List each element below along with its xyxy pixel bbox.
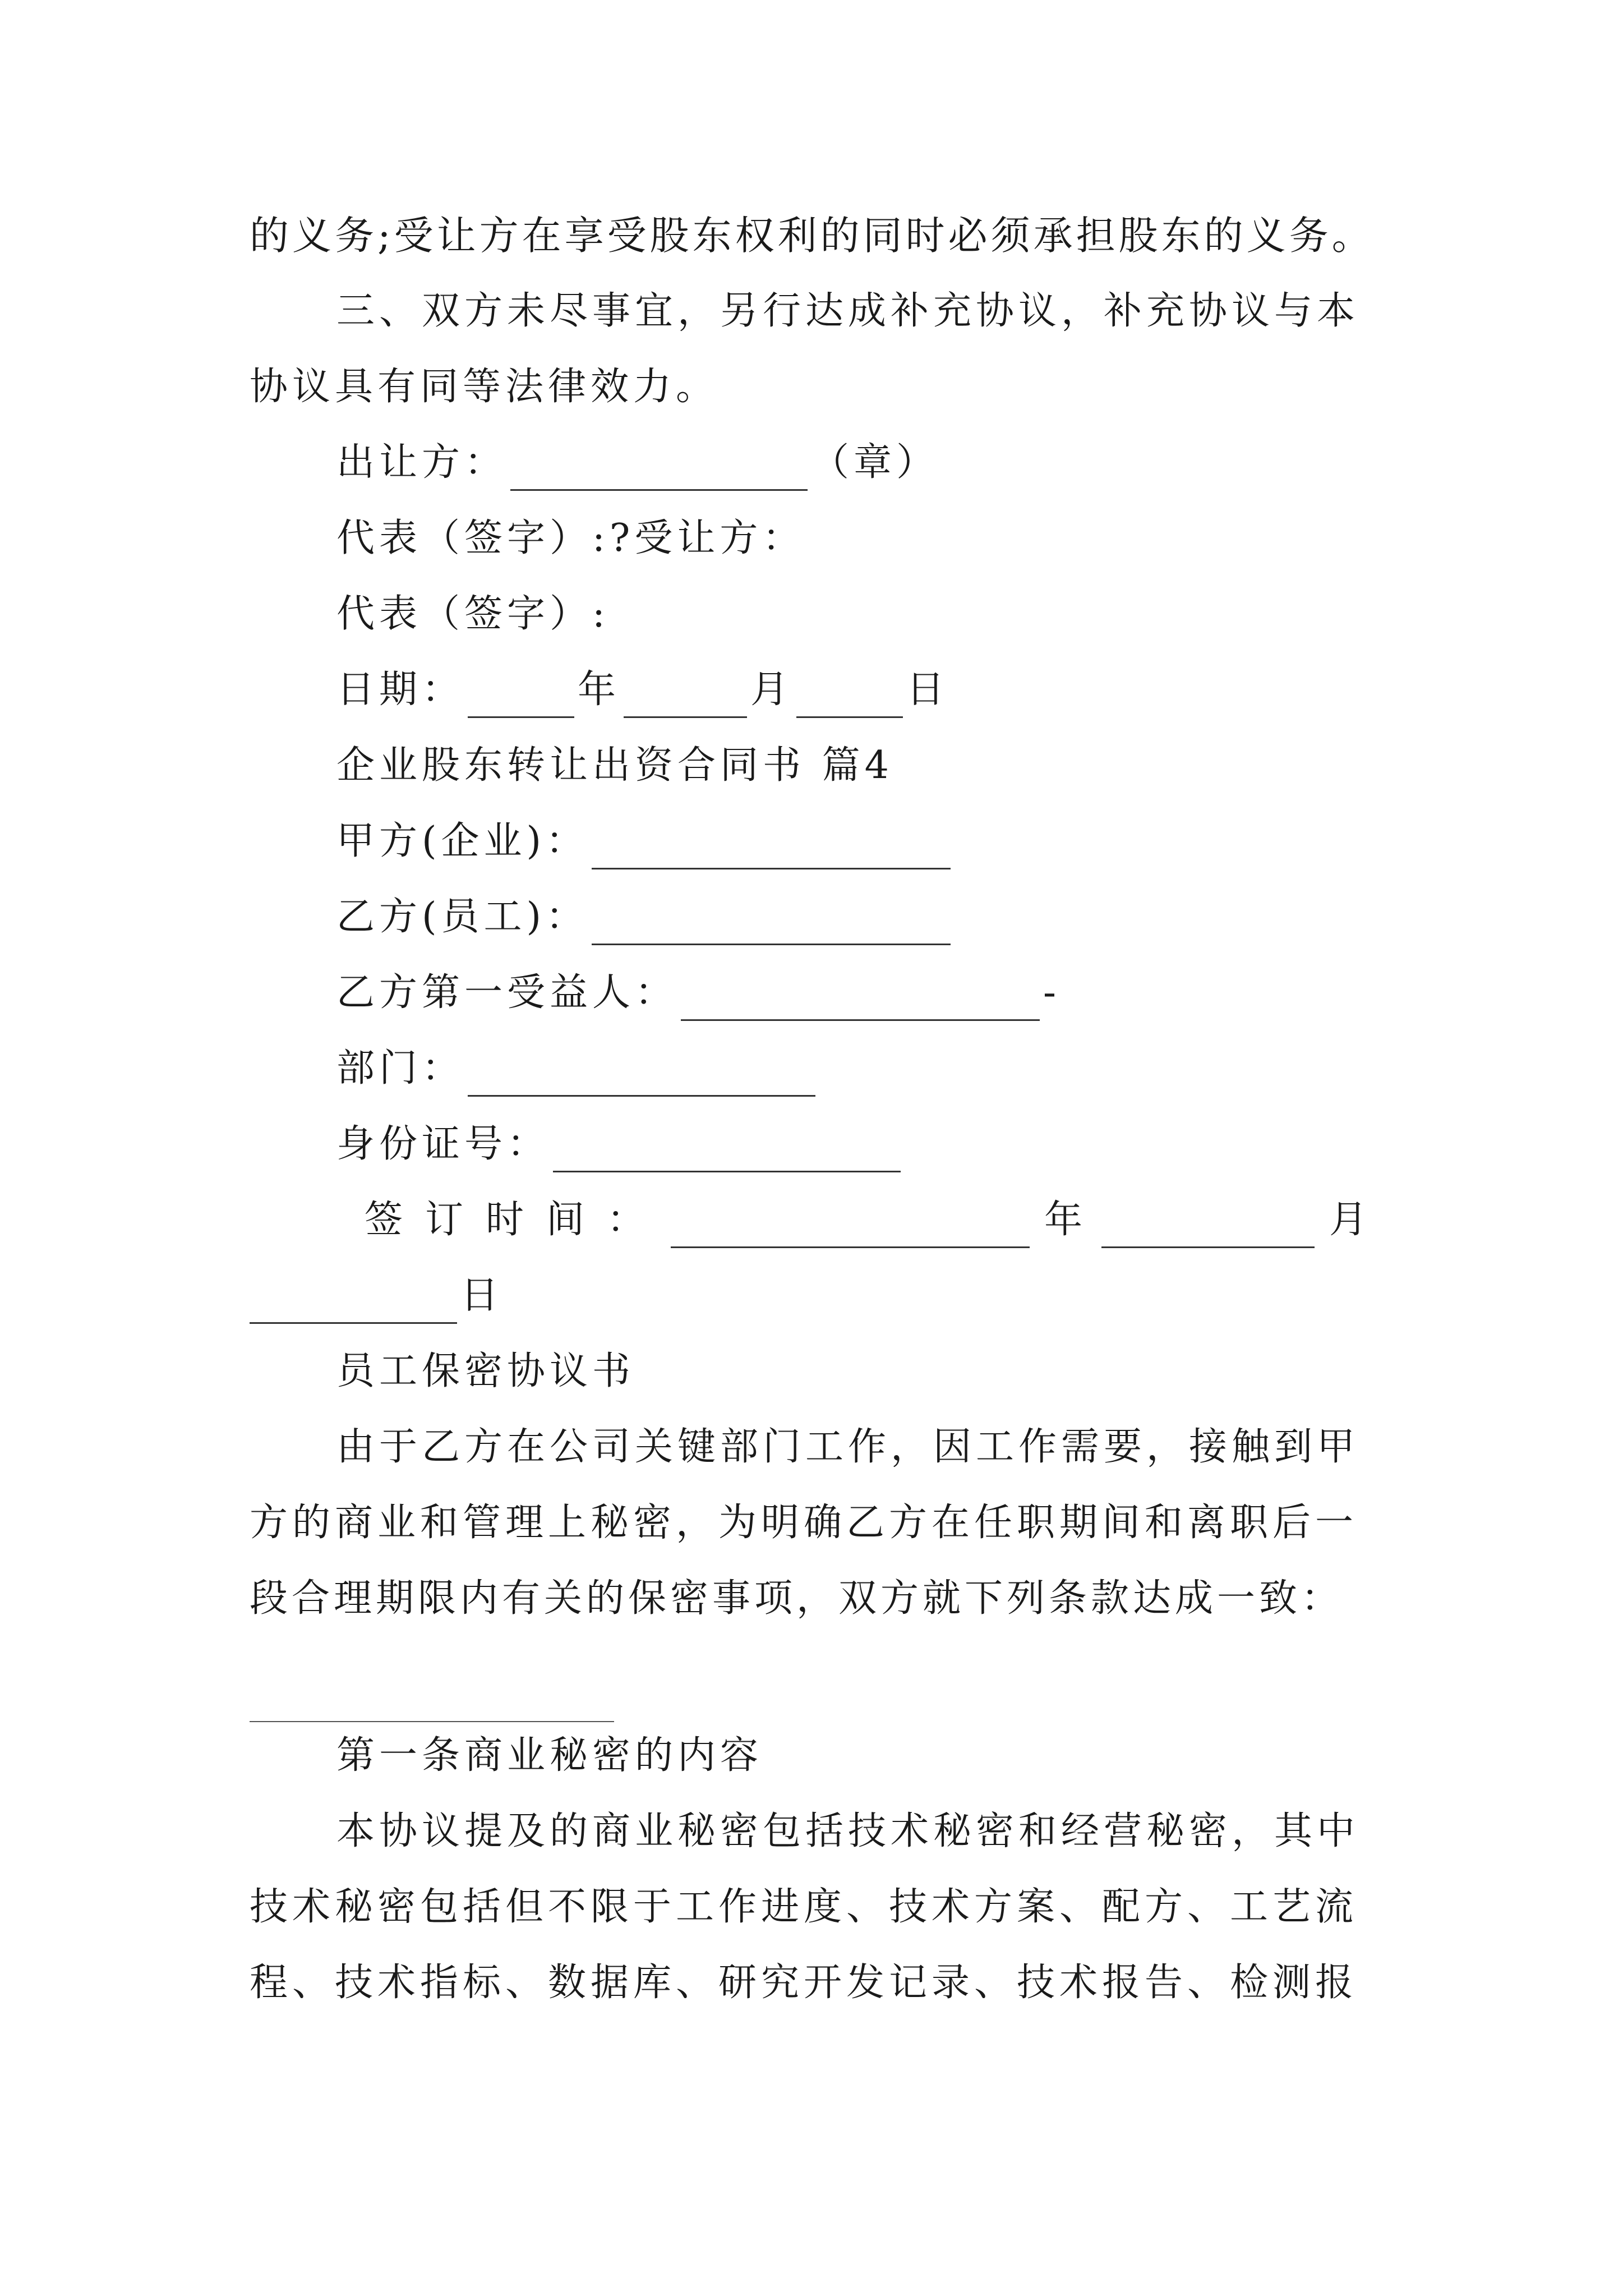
beneficiary-label: 乙方第一受益人： bbox=[336, 970, 678, 1015]
rep-line: 代表（签字）: bbox=[336, 592, 610, 636]
date-label: 日期： bbox=[336, 668, 465, 712]
nda-para2-line3: 程、技术指标、数据库、研究开发记录、技术报告、检测报 bbox=[250, 1961, 1358, 2005]
beneficiary-blank bbox=[681, 982, 1040, 1021]
article-one-heading: 第一条商业秘密的内容 bbox=[336, 1733, 763, 1778]
rep-transferee-line: 代表（签字）:?受让方： bbox=[336, 516, 805, 560]
clause-three-line1: 三、双方未尽事宜，另行达成补充协议，补充协议与本 bbox=[336, 289, 1360, 333]
month-blank bbox=[624, 679, 747, 718]
seal-label: （章） bbox=[811, 440, 939, 485]
month-label: 月 bbox=[750, 668, 794, 712]
dept-row bbox=[336, 1041, 819, 1097]
beneficiary-tail: - bbox=[1043, 970, 1061, 1015]
nda-para2-line1: 本协议提及的商业秘密包括技术秘密和经营秘密，其中 bbox=[336, 1809, 1360, 1853]
party-b-row bbox=[336, 889, 954, 945]
nda-para2-line2: 技术秘密包括但不限于工作进度、技术方案、配方、工艺流 bbox=[250, 1885, 1358, 1929]
transferor-label: 出让方： bbox=[336, 440, 508, 485]
date-row bbox=[336, 662, 949, 718]
nda-para1-line1: 由于乙方在公司关键部门工作，因工作需要，接触到甲 bbox=[336, 1425, 1360, 1469]
id-blank bbox=[553, 1134, 901, 1172]
sign-day-label: 日 bbox=[460, 1273, 504, 1318]
day-blank bbox=[796, 679, 903, 718]
dept-label: 部门： bbox=[336, 1046, 465, 1091]
text-line: 的义务;受让方在享受股东权利的同时必须承担股东的义务。 bbox=[250, 213, 1375, 259]
divider bbox=[250, 1721, 614, 1722]
sign-year-label: 年 bbox=[1044, 1198, 1087, 1242]
id-label: 身份证号： bbox=[336, 1122, 550, 1166]
sign-day-blank bbox=[250, 1285, 457, 1324]
day-label: 日 bbox=[906, 668, 949, 712]
year-label: 年 bbox=[578, 668, 621, 712]
beneficiary-row bbox=[336, 965, 1061, 1021]
party-b-label: 乙方(员工)： bbox=[336, 895, 589, 939]
clause-three-line2: 协议具有同等法律效力。 bbox=[250, 365, 719, 409]
party-a-row bbox=[336, 813, 954, 869]
party-a-blank bbox=[592, 831, 951, 869]
id-row bbox=[336, 1116, 904, 1172]
nda-para1-line3: 段合理期限内有关的保密事项，双方就下列条款达成一致： bbox=[250, 1576, 1344, 1621]
party-b-blank bbox=[592, 907, 951, 945]
sign-month-label: 月 bbox=[1329, 1198, 1372, 1242]
nda-para1-line2: 方的商业和管理上秘密，为明确乙方在任职期间和离职后一 bbox=[250, 1501, 1358, 1545]
sign-month-blank bbox=[1101, 1209, 1315, 1248]
transferor-blank bbox=[510, 452, 808, 491]
sign-time-label: 签订时间： bbox=[365, 1198, 668, 1242]
sign-time-row bbox=[365, 1192, 1372, 1248]
party-a-label: 甲方(企业)： bbox=[336, 819, 589, 863]
transferor-row bbox=[336, 435, 939, 491]
section-heading: 企业股东转让出资合同书 篇4 bbox=[336, 743, 893, 788]
sign-day-row bbox=[250, 1268, 503, 1324]
nda-title: 员工保密协议书 bbox=[336, 1349, 635, 1393]
sign-year-blank bbox=[671, 1209, 1030, 1248]
year-blank bbox=[468, 679, 574, 718]
dept-blank bbox=[468, 1058, 815, 1097]
